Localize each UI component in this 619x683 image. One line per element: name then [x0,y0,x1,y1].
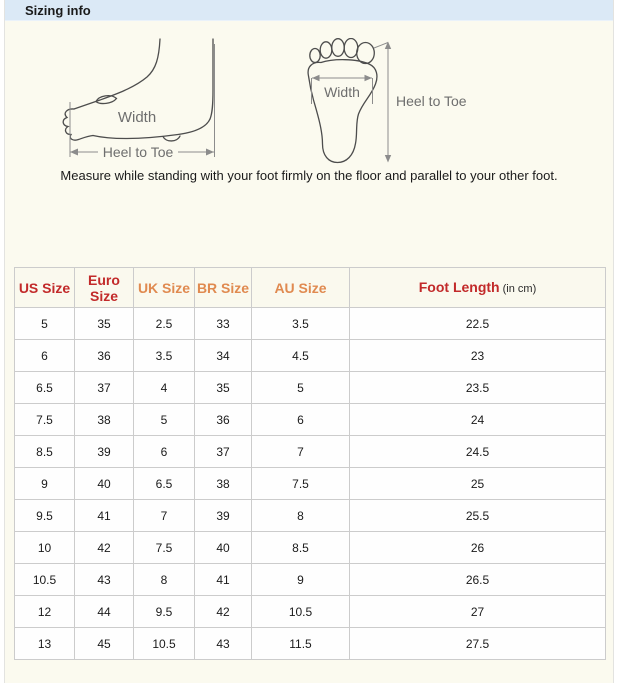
table-cell: 10 [15,532,75,564]
foot-bottom-outline [308,39,377,163]
bottom-width-label: Width [324,84,360,100]
table-cell: 23 [350,340,606,372]
table-row [15,372,606,404]
table-cell: 10.5 [15,564,75,596]
table-cell: 27.5 [350,628,606,660]
table-cell: 43 [195,628,252,660]
table-cell: 12 [15,596,75,628]
table-cell: 7.5 [15,404,75,436]
table-cell: 7.5 [134,532,195,564]
table-cell: 8 [252,500,350,532]
table-cell: 26 [350,532,606,564]
table-cell: 10.5 [252,596,350,628]
table-cell: 42 [195,596,252,628]
table-row [15,596,606,628]
size-conversion-table [14,267,606,660]
table-cell: 35 [75,308,134,340]
table-cell: 6 [15,340,75,372]
table-cell: 37 [195,436,252,468]
table-row [15,404,606,436]
table-cell: 9.5 [134,596,195,628]
side-width-label: Width [117,109,157,126]
table-cell: 38 [75,404,134,436]
table-cell: 9 [15,468,75,500]
table-row [15,564,606,596]
foot-side-view-diagram [60,38,225,168]
table-cell: 34 [195,340,252,372]
heel-to-toe-arrow [70,44,215,157]
table-cell: 11.5 [252,628,350,660]
column-header-uk-size: UK Size [134,268,195,308]
sizing-info-panel [4,0,614,683]
table-cell: 7 [252,436,350,468]
table-cell: 26.5 [350,564,606,596]
table-cell: 24.5 [350,436,606,468]
table-header-row [15,268,606,308]
table-row [15,468,606,500]
column-header-br-size: BR Size [195,268,252,308]
table-cell: 39 [195,500,252,532]
table-cell: 8 [134,564,195,596]
table-cell: 40 [75,468,134,500]
table-cell: 9 [252,564,350,596]
foot-bottom-view-diagram [300,38,480,172]
table-cell: 6.5 [134,468,195,500]
table-row [15,308,606,340]
table-cell: 35 [195,372,252,404]
table-cell: 44 [75,596,134,628]
table-cell: 7 [134,500,195,532]
bottom-heel-to-toe-label: Heel to Toe [396,93,467,109]
column-header-au-size: AU Size [252,268,350,308]
table-row [15,500,606,532]
column-header-euro-size: Euro Size [75,268,134,308]
table-cell: 7.5 [252,468,350,500]
table-cell: 9.5 [15,500,75,532]
table-cell: 24 [350,404,606,436]
table-cell: 36 [195,404,252,436]
table-cell: 3.5 [252,308,350,340]
table-cell: 36 [75,340,134,372]
panel-title [5,0,613,21]
table-cell: 23.5 [350,372,606,404]
table-cell: 4.5 [252,340,350,372]
panel-title-text: Sizing info [25,3,91,18]
table-cell: 42 [75,532,134,564]
table-cell: 41 [195,564,252,596]
table-cell: 6 [252,404,350,436]
table-cell: 5 [252,372,350,404]
table-cell: 5 [15,308,75,340]
table-cell: 8.5 [252,532,350,564]
table-cell: 27 [350,596,606,628]
table-cell: 22.5 [350,308,606,340]
table-cell: 41 [75,500,134,532]
column-header-us-size: US Size [15,268,75,308]
table-cell: 4 [134,372,195,404]
heel-to-toe-arrow [374,42,391,163]
measurement-diagrams [5,21,613,267]
side-heel-to-toe-label: Heel to Toe [102,144,174,160]
table-row [15,340,606,372]
column-header-foot-length: Foot Length (in cm) [350,268,606,308]
table-cell: 39 [75,436,134,468]
table-cell: 13 [15,628,75,660]
table-cell: 40 [195,532,252,564]
table-cell: 25 [350,468,606,500]
table-cell: 45 [75,628,134,660]
table-cell: 38 [195,468,252,500]
table-cell: 6 [134,436,195,468]
table-row [15,628,606,660]
table-cell: 10.5 [134,628,195,660]
table-row [15,532,606,564]
table-row [15,436,606,468]
table-cell: 43 [75,564,134,596]
table-cell: 3.5 [134,340,195,372]
table-cell: 5 [134,404,195,436]
table-cell: 33 [195,308,252,340]
table-cell: 2.5 [134,308,195,340]
foot-length-unit: (in cm) [502,282,537,295]
measurement-caption: Measure while standing with your foot firmly on the floor and parallel to your other foot. [60,168,558,183]
table-cell: 25.5 [350,500,606,532]
table-cell: 8.5 [15,436,75,468]
table-cell: 6.5 [15,372,75,404]
table-cell: 37 [75,372,134,404]
table-body [15,308,606,660]
